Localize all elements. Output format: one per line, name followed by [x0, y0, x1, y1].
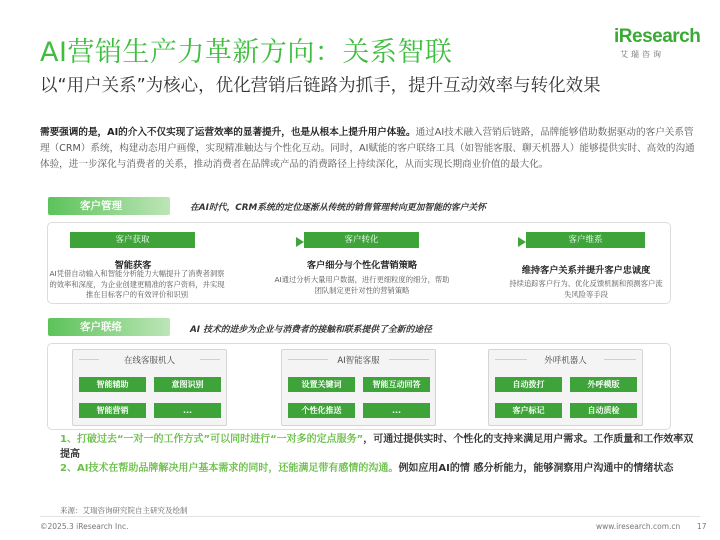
conclusion-number: 2、 [60, 463, 77, 474]
feature-tag: ... [154, 403, 221, 418]
feature-tag: 自动拨打 [495, 377, 562, 392]
intro-paragraph [40, 125, 700, 173]
page-title: AI营销生产力革新方向：关系智联 [40, 37, 453, 68]
tool-group-online-bot [72, 349, 227, 426]
intro-bold: 需要强调的是，AI的介入不仅实现了运营效率的显著提升，也是从根本上提升用户体验。 [40, 127, 416, 138]
section-note-customer-management: 在AI时代，CRM系统的定位逐渐从传统的销售管理转向更加智能的客户关怀 [190, 203, 486, 213]
footer-divider [40, 516, 700, 517]
page-number: 17 [697, 522, 707, 531]
conclusion-1 [60, 433, 700, 462]
feature-tag: 意图识别 [154, 377, 221, 392]
stage-bar-acquisition: 客户获取 [70, 232, 195, 248]
source-note: 来源：艾瑞咨询研究院自主研究及绘制 [60, 506, 188, 515]
arrow-right-icon [518, 237, 526, 247]
tool-group-label: AI智能客服 [337, 356, 380, 366]
column-title-retention: 维持客户关系并提升客户忠诚度 [521, 265, 651, 276]
stage-bar-retention: 客户维系 [526, 232, 645, 248]
stage-bar-conversion: 客户转化 [304, 232, 419, 248]
copyright: ©2025.3 iResearch Inc. [40, 522, 129, 531]
feature-tag: 智能互动回答 [363, 377, 430, 392]
section-header-customer-contact: 客户联络 [48, 318, 170, 336]
tool-group-label: 在线客服机人 [123, 356, 175, 366]
feature-tag: 智能辅助 [79, 377, 146, 392]
conclusion-number: 1、 [60, 434, 77, 445]
logo-text: iResearch [614, 26, 701, 47]
column-title-acquisition: 智能获客 [114, 260, 152, 271]
feature-tag: 自动质检 [570, 403, 637, 418]
feature-tag: ... [363, 403, 430, 418]
feature-tag: 外呼模版 [570, 377, 637, 392]
tool-group-ai-service [281, 349, 436, 426]
column-desc-conversion: AI通过分析大量用户数据，进行更细粒度的细分，帮助团队制定更针对性的营销策略 [274, 275, 450, 295]
feature-tag: 客户标记 [495, 403, 562, 418]
column-desc-acquisition: AI凭借自动输入和智能分析能力大幅提升了消费者洞察的效率和深度，为企业创建更精准的客户资料，并实现推在目标客户的有效评价和识别 [49, 269, 225, 299]
arrow-right-icon [296, 237, 304, 247]
page-subtitle: 以“用户关系”为核心，优化营销后链路为抓手，提升互动效率与转化效果 [40, 76, 601, 96]
feature-tag: 智能营销 [79, 403, 146, 418]
section-header-customer-management: 客户管理 [48, 197, 170, 215]
tool-group-label: 外呼机器人 [544, 356, 587, 366]
conclusion-text: ，可通过提供实时、个性化的支持来满足用户需求。工作质量和工作效率双提高 [60, 434, 694, 460]
conclusion-text: 例如应用AI的情 感分析能力，能够洞察用户沟通中的情绪状态 [398, 463, 674, 474]
conclusion-2 [60, 462, 700, 477]
logo-subtext: 艾瑞咨询 [620, 50, 664, 59]
tool-group-outbound-bot [488, 349, 643, 426]
section-note-customer-contact: AI 技术的进步为企业与消费者的接触和联系提供了全新的途径 [190, 325, 432, 335]
column-title-conversion: 客户细分与个性化营销策略 [306, 260, 418, 271]
conclusion-highlight: 打破过去“一对一的工作方式”可以同时进行“一对多的定点服务” [76, 434, 364, 445]
feature-tag: 设置关键词 [288, 377, 355, 392]
feature-tag: 个性化推送 [288, 403, 355, 418]
conclusion-highlight: AI技术在帮助品牌解决用户基本需求的同时，还能满足带有感情的沟通。 [76, 463, 399, 474]
intro-rest: 通过AI技术融入营销后链路，品牌能够借助数据驱动的客户关系管理（CRM）系统，构建动态用户画像，实现精准触达与个性化互动。同时，AI赋能的客户联络工具（如智能客服、聊天机器人）能够提供实时、高效的沟通体验，进一步深化与消费者的关系，推动消费者在品牌或产品的消费路径上持续深化，从而实现长期商业价值的最大化。 [40, 127, 695, 170]
column-desc-retention: 持续追踪客户行为、优化反馈机制和预测客户流失风险等手段 [509, 279, 663, 299]
website-link[interactable]: www.iresearch.com.cn [596, 522, 681, 531]
iresearch-logo [614, 26, 701, 70]
